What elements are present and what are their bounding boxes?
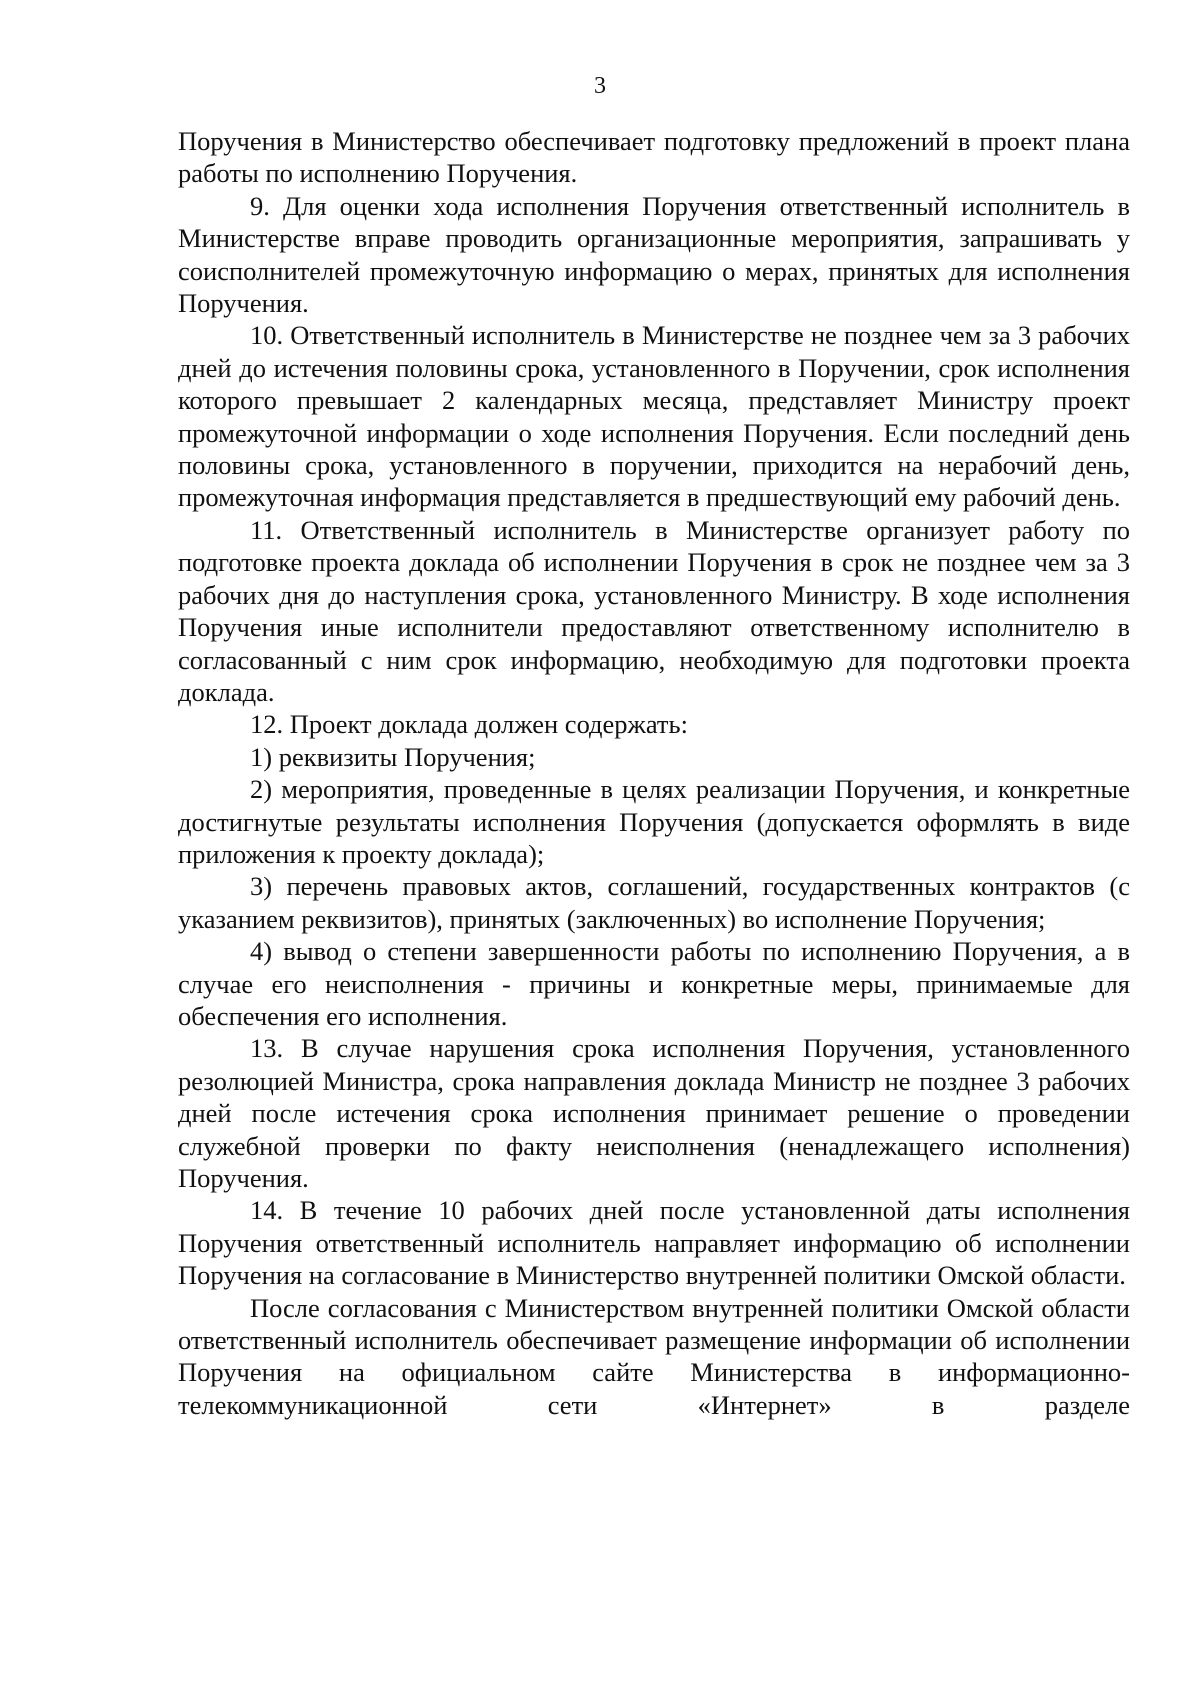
list-item-3: 3) перечень правовых актов, соглашений, государственных контрактов (с указанием реквизитов), принятых (заключенных) во исполнение Поручения; (178, 871, 1130, 934)
paragraph-item-13: 13. В случае нарушения срока исполнения Поручения, установленного резолюцией Министра, срока направления доклада Министр не позднее 3 рабочих дней после истечения срока исполнения принимает решение о проведении служебной проверки по факту неисполнения (ненадлежащего исполнения) Поручения. (178, 1033, 1130, 1193)
paragraph-item-9: 9. Для оценки хода исполнения Поручения ответственный исполнитель в Министерстве вправе проводить организационные мероприятия, запрашивать у соисполнителей промежуточную информацию о мерах, принятых для исполнения Поручения. (178, 190, 1130, 319)
paragraph-item-14: 14. В течение 10 рабочих дней после установленной даты исполнения Поручения ответственный исполнитель направляет информацию об исполнении Поручения на согласование в Министерство внутренней политики Омской области. (178, 1195, 1130, 1291)
paragraph-item-10: 10. Ответственный исполнитель в Министерстве не позднее чем за 3 рабочих дней до истечения половины срока, установленного в Поручении, срок исполнения которого превышает 2 календарных месяца, представляет Министру проект промежуточной информации о ходе исполнения Поручения. Если последний день половины срока, установленного в поручении, приходится на нерабочий день, промежуточная информация представляется в предшествующий ему рабочий день. (178, 320, 1130, 513)
paragraph-item-12: 12. Проект доклада должен содержать: (250, 709, 688, 740)
paragraph-continuation: Поручения в Министерство обеспечивает подготовку предложений в проект плана работы по исполнению Поручения. (178, 126, 1130, 189)
list-item-4: 4) вывод о степени завершенности работы по исполнению Поручения, а в случае его неисполнения - причины и конкретные меры, принимаемые для обеспечения его исполнения. (178, 936, 1130, 1031)
document-body (178, 125, 1130, 1421)
paragraph-item-11: 11. Ответственный исполнитель в Министерстве организует работу по подготовке проекта доклада об исполнении Поручения в срок не позднее чем за 3 рабочих дня до наступления срока, установленного Министру. В ходе исполнения Поручения иные исполнители предоставляют ответственному исполнителю в согласованный с ним срок информацию, необходимую для подготовки проекта доклада. (178, 514, 1130, 707)
paragraph-after-agreement: После согласования с Министерством внутренней политики Омской области ответственный исполнитель обеспечивает размещение информации об исполнении Поручения на официальном сайте Министерства в информационно-телекоммуникационной сети «Интернет» в разделе (178, 1292, 1130, 1420)
list-item-1: 1) реквизиты Поручения; (250, 741, 536, 772)
page-number: 3 (594, 73, 606, 99)
list-item-2: 2) мероприятия, проведенные в целях реализации Поручения, и конкретные достигнутые результаты исполнения Поручения (допускается оформлять в виде приложения к проекту доклада); (178, 774, 1130, 869)
